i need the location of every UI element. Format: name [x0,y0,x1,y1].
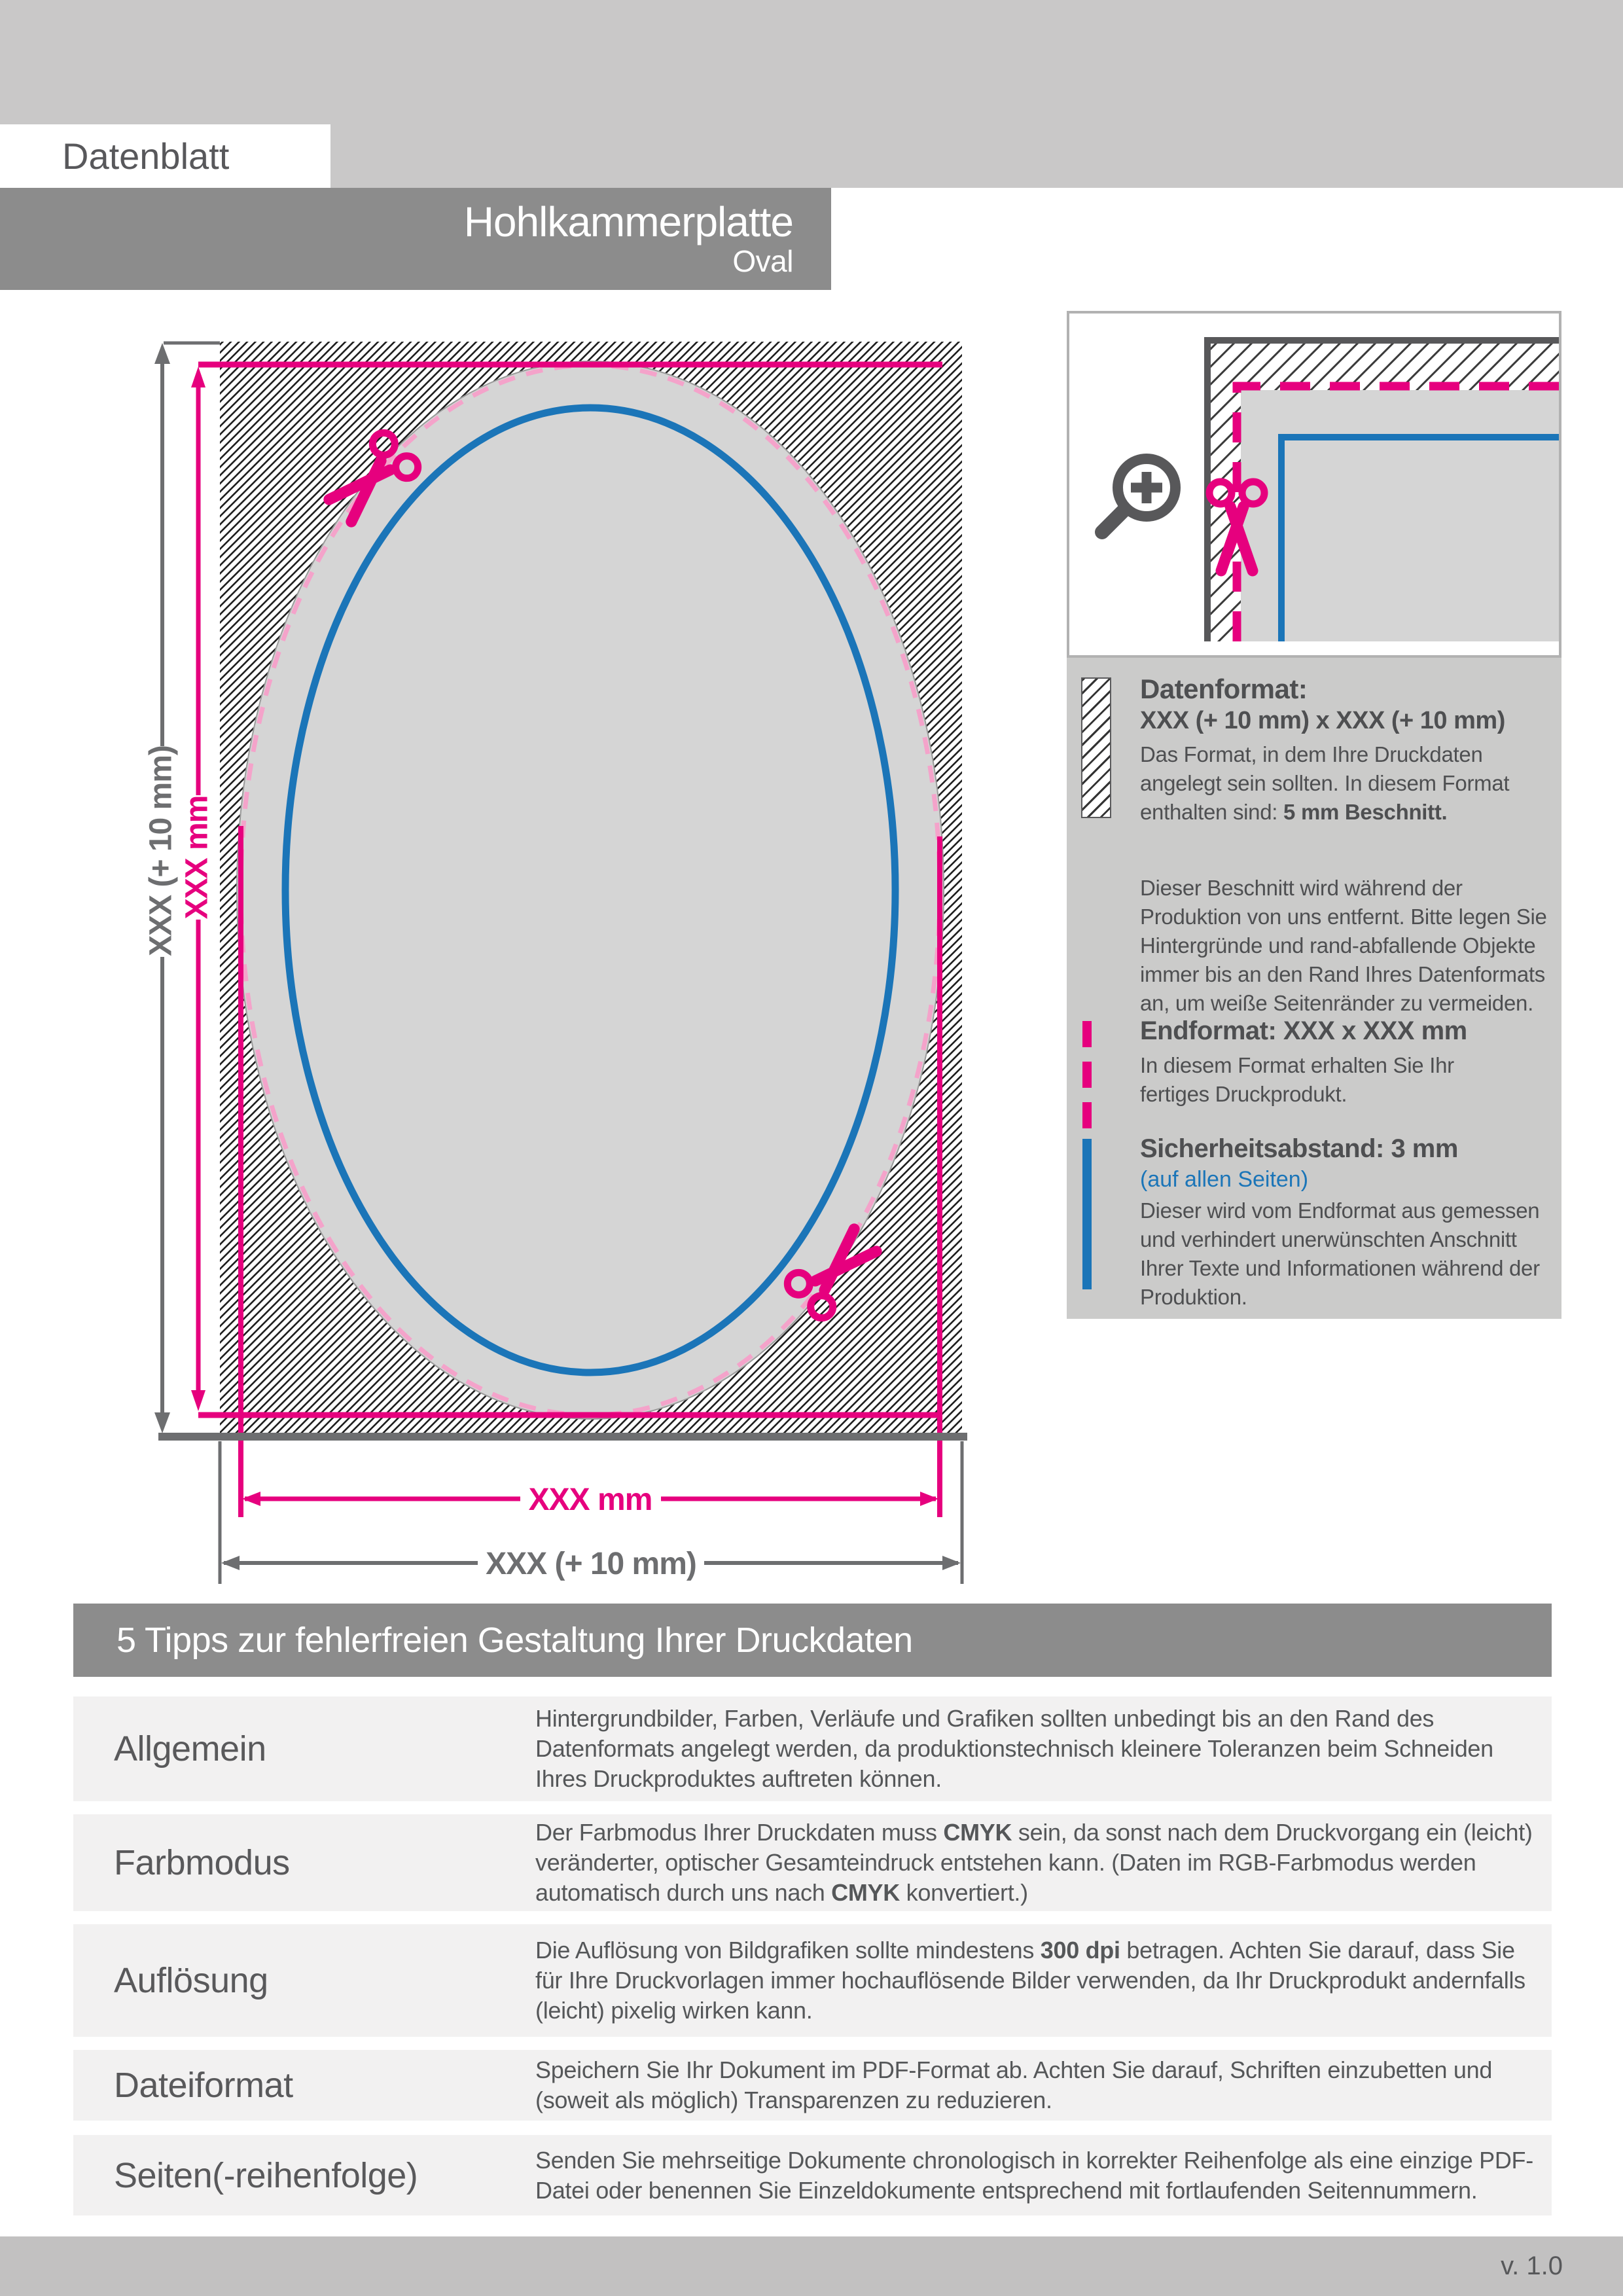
endformat-swatch-icon [1082,1062,1092,1088]
datenformat-body: Das Format, in dem Ihre Druckdaten angelegt sein sollten. In diesem Format enthalten sind: 5 mm Beschnitt. [1140,742,1510,824]
datenformat-note-block [1140,874,1549,1018]
endformat-title: Endformat: XXX x XXX mm [1140,1016,1467,1045]
arrow-left-icon [242,1492,260,1506]
datenformat-note: Dieser Beschnitt wird während der Produktion von uns entfernt. Bitte legen Sie Hintergründe und rand-abfallende Objekte immer bis an den Rand Ihres Datenformats an, um weiße Seitenränder zu vermeiden. [1140,876,1547,1015]
endformat-swatch-icon [1082,1021,1092,1047]
footer-bar [0,2236,1623,2296]
arrow-down-icon [191,1390,205,1411]
tip-label: Seiten(-reihenfolge) [114,2155,418,2195]
corner-detail-graphic [1069,314,1559,655]
tip-row-allgemein [73,1696,1552,1801]
datenformat-title: Datenformat: [1140,673,1308,704]
endformat-swatch-icon [1082,1102,1092,1128]
doc-type-label: Datenblatt [62,135,230,177]
product-name: Hohlkammerplatte [463,198,793,246]
tip-label: Farbmodus [114,1843,290,1882]
product-variant: Oval [732,244,793,279]
tip-row-seitenreihenfolge [73,2135,1552,2215]
bleed-swatch-icon [1081,677,1111,818]
corner-detail-inset [1067,311,1561,658]
tip-description: Speichern Sie Ihr Dokument im PDF-Format ab. Achten Sie darauf, Schriften einzubetten und (soweit als möglich) Transparenzen zu reduzieren. [535,2056,1493,2113]
inset-print-area [1241,390,1559,641]
sicherheitsabstand-subtitle: (auf allen Seiten) [1140,1167,1309,1192]
sicherheitsabstand-title: Sicherheitsabstand: 3 mm [1140,1134,1458,1163]
format-info-panel [1067,658,1561,1319]
arrow-right-icon [920,1492,938,1506]
tip-row-dateiformat [73,2050,1552,2121]
tips-heading: 5 Tipps zur fehlerfreien Gestaltung Ihrer Druckdaten [116,1621,913,1660]
tip-description: Senden Sie mehrseitige Dokumente chronologisch in korrekter Reihenfolge als eine einzige PDF-Datei oder benennen Sie Einzeldokumente entsprechend mit fortlaufenden Seitennummern. [535,2146,1533,2204]
datenformat-block [1140,672,1549,827]
version-label: v. 1.0 [1501,2251,1563,2280]
arrow-down-icon [154,1412,170,1433]
dim-label-height-inner: XXX mm [179,795,215,920]
tip-row-aufloesung [73,1924,1552,2037]
product-title-bar [0,188,831,290]
endformat-block [1140,1014,1549,1109]
arrow-up-icon [191,367,205,387]
tip-label: Allgemein [114,1729,266,1768]
endformat-body: In diesem Format erhalten Sie Ihr fertiges Druckprodukt. [1140,1053,1454,1106]
tips-heading-bar [73,1604,1552,1677]
sicherheitsabstand-body: Dieser wird vom Endformat aus gemessen und verhindert unerwünschten Anschnitt Ihrer Texte und Informationen während der Produktion. [1140,1198,1540,1310]
arrow-right-icon [942,1556,961,1570]
dim-label-width-outer: XXX (+ 10 mm) [486,1547,696,1581]
tip-label: Auflösung [114,1961,268,2000]
tip-description: Die Auflösung von Bildgrafiken sollte mindestens 300 dpi betragen. Achten Sie darauf, dass Sie für Ihre Druckvorlagen immer hochauflösende Bilder verwenden, da Ihr Druckprodukt andernfalls (leicht) pixelig wirken kann. [535,1937,1525,2024]
doc-type-badge [0,124,330,188]
tip-description: Hintergrundbilder, Farben, Verläufe und Grafiken sollten unbedingt bis an den Rand des Datenformats angelegt werden, da produktionstechnisch kleinere Toleranzen beim Schneiden Ihres Druckproduktes auftreten können. [535,1705,1493,1792]
tip-description: Der Farbmodus Ihrer Druckdaten muss CMYK sein, da sonst nach dem Druckvorgang ein (leicht) veränderter, optischer Gesamteindruck entstehen kann. (Daten im RGB-Farbmodus werden automatisch durch uns nach CMYK konvertiert.) [535,1819,1533,1906]
datenformat-size: XXX (+ 10 mm) x XXX (+ 10 mm) [1140,706,1505,734]
arrow-left-icon [221,1556,240,1570]
safety-swatch-icon [1082,1139,1092,1289]
magnifier-plus-icon [1102,459,1175,532]
sicherheitsabstand-block [1140,1132,1549,1312]
dim-label-width-inner: XXX mm [528,1482,652,1517]
dim-label-height-outer: XXX (+ 10 mm) [143,745,179,956]
arrow-up-icon [154,343,170,364]
format-diagram [98,295,1047,1610]
tip-label: Dateiformat [114,2066,293,2105]
tip-row-farbmodus [73,1814,1552,1911]
